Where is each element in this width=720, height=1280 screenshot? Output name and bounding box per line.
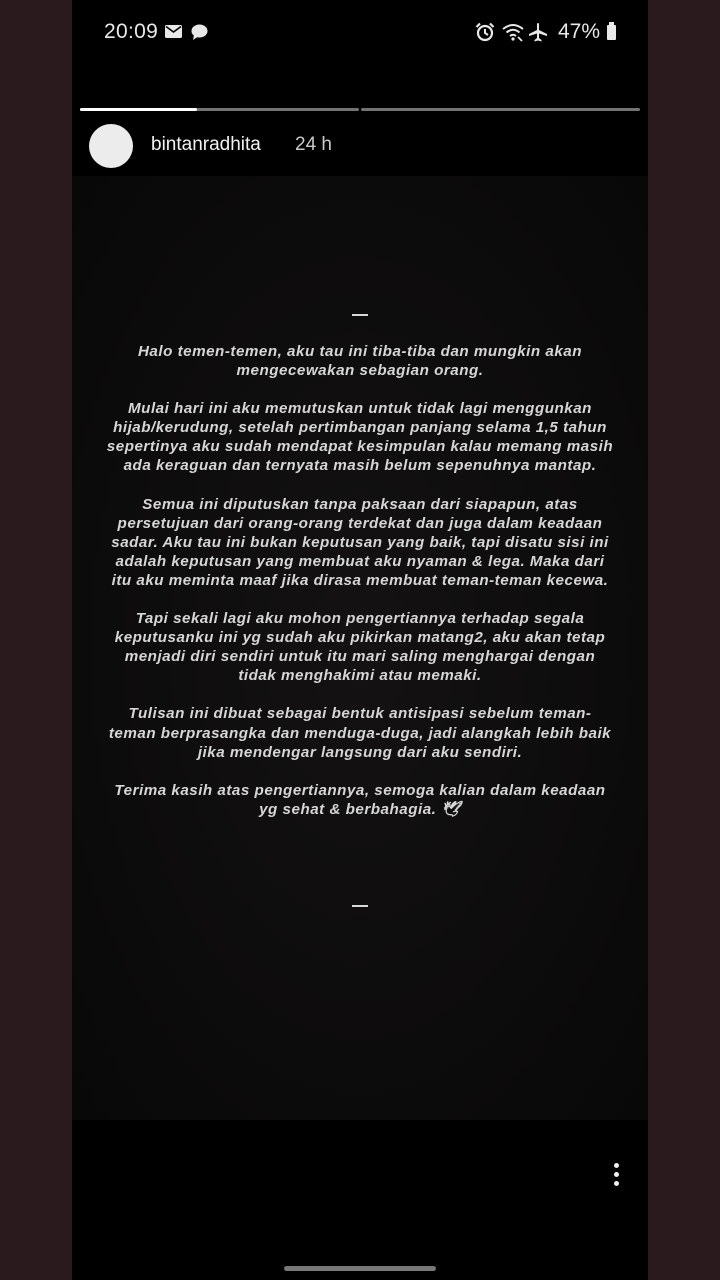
story-time-ago: 24 h xyxy=(295,134,332,155)
story-progress-segment-1 xyxy=(80,108,359,111)
story-paragraph: Tapi sekali lagi aku mohon pengertiannya terhadap segala keputusanku ini yg sudah aku pikirkan matang2, aku akan tetap menjadi diri sendiri untuk itu mari saling menghargai dengan tidak menghakimi atau memaki. xyxy=(114,610,606,685)
story-viewer xyxy=(72,0,648,1280)
avatar[interactable] xyxy=(89,124,133,168)
story-text xyxy=(106,342,614,838)
story-paragraph: Tulisan ini dibuat sebagai bentuk antisipasi sebelum teman-teman berprasangka dan menduga-duga, jadi alangkah lebih baik jika mendengar langsung dari aku sendiri. xyxy=(108,705,612,761)
battery-icon xyxy=(607,25,616,40)
story-paragraph: Mulai hari ini aku memutuskan untuk tidak lagi menggunkan hijab/kerudung, setelah pertimbangan panjang selama 1,5 tahun sepertinya aku sudah mendapat kesimpulan kalau memang masih ada keraguan dan ternyata masih belum sepenuhnya mantap. xyxy=(106,400,614,475)
wifi-call-icon xyxy=(502,22,524,42)
story-paragraph: Semua ini diputuskan tanpa paksaan dari siapapun, atas persetujuan dari orang-orang terdekat dan juga dalam keadaan sadar. Aku tau ini bukan keputusan yang baik, tapi disatu sisi ini adalah keputusan yang membuat aku nyaman & lega. Maka dari itu aku meminta maaf jika dirasa membuat teman-teman kecewa. xyxy=(111,495,609,589)
status-bar xyxy=(72,0,648,64)
story-content[interactable] xyxy=(72,176,648,1120)
chat-bubble-icon xyxy=(191,24,208,40)
top-dash-divider xyxy=(352,314,368,316)
battery-percentage: 47% xyxy=(557,20,600,43)
story-paragraph: Terima kasih atas pengertiannya, semoga kalian dalam keadaan yg sehat & berbahagia. 🕊 xyxy=(114,781,606,818)
more-vertical-icon[interactable] xyxy=(611,1163,621,1189)
mail-icon xyxy=(165,25,182,38)
airplane-mode-icon xyxy=(528,22,548,42)
story-paragraph: Halo temen-temen, aku tau ini tiba-tiba dan mungkin akan mengecewakan sebagian orang. xyxy=(137,343,583,380)
story-progress-segment-2 xyxy=(361,108,640,111)
status-time: 20:09 xyxy=(104,20,159,43)
story-username[interactable]: bintanradhita xyxy=(151,134,261,155)
home-indicator[interactable] xyxy=(284,1266,436,1271)
alarm-icon xyxy=(475,22,495,42)
story-progress-fill xyxy=(80,108,197,111)
bottom-dash-divider xyxy=(352,905,368,907)
